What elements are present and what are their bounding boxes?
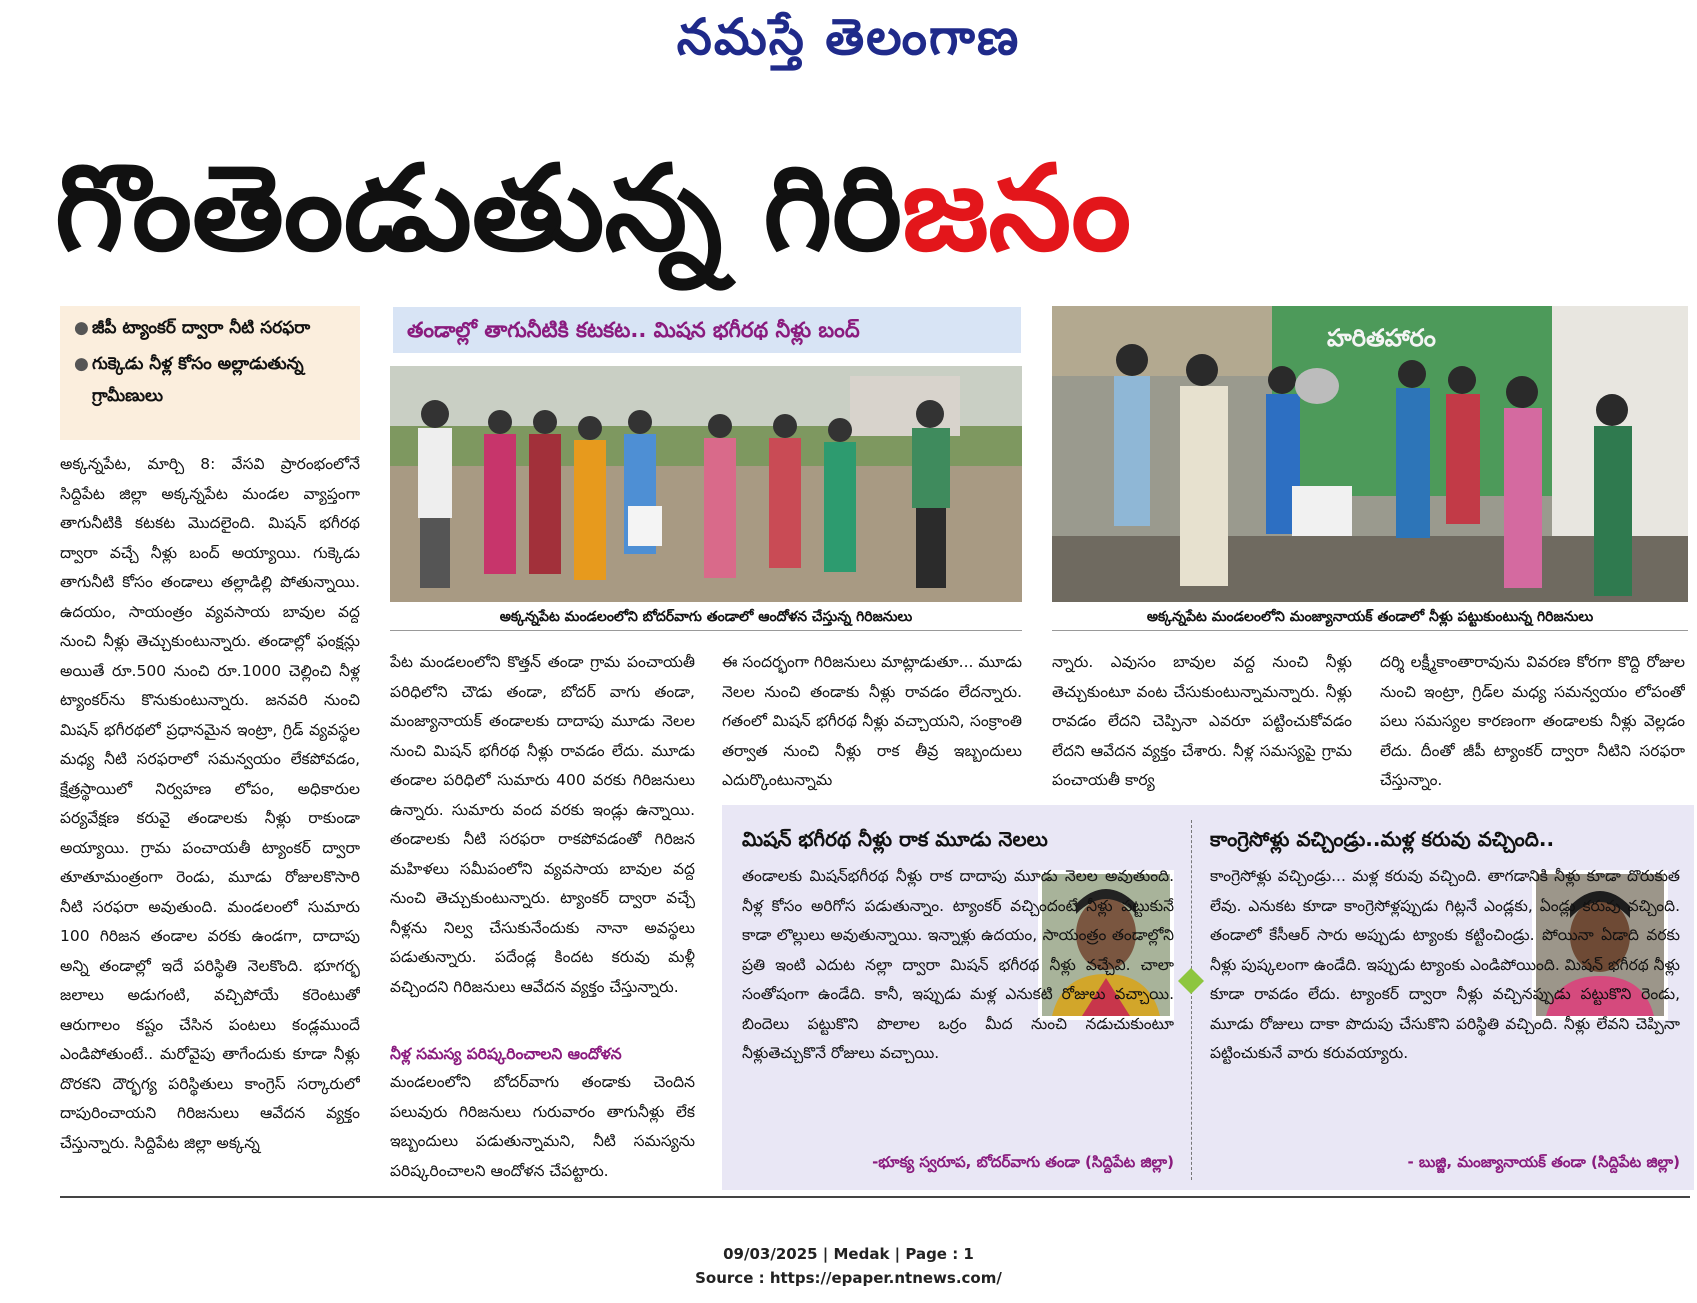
photo-water-collection — [1052, 306, 1688, 602]
quote-title-2: కాంగ్రెసోళ్లు వచ్చిండ్రు..మళ్ల కరువు వచ్చింది.. — [1210, 827, 1555, 851]
quote-text-1: తండాలకు మిషన్‌భగీరథ నీళ్లు రాక దాదాపు మూడు నెలల అవుతుంది. నీళ్ల కోసం అరిగోస పడుతున్నాం. ట్యాంకర్ వచ్చిందంటే నీళ్లు పట్టుకునే కాడా లొల్లులు అవుతున్నాయి. ఇన్నాళ్లు ఉదయం, సాయంత్రం తండాల్లోని ప్రతి ఇంటి ఎదుట నల్లా ద్వారా మిషన్ భగీరథ నీళ్లు వచ్చేవి. చాలా సంతోషంగా ఉండేది. కానీ, ఇప్పుడు మళ్ల ఎనుకటి రోజులు వచ్చాయి. బిందెలు పట్టుకొని పొలాల ఒర్రం మీద నుంచి నడుచుకుంటూ నీళ్లుతెచ్చుకొనే రోజులు వచ్చాయి. — [742, 867, 1174, 1062]
water-photo-illustration — [1052, 306, 1688, 602]
quote-text-2: కాంగ్రెసోళ్లు వచ్చిండ్రు... మళ్ల కరువు వచ్చింది. తాగడానికి నీళ్లు కూడా దొరుకుత లేవు. ఎనుకట కూడా కాంగ్రెసోళ్లప్పుడు గిట్లనే ఎండ్లకు, ఏండ్లు కరువు వచ్చింది. తండాలో కేసీఆర్ సారు అప్పుడు ట్యాంకు కట్టించిండ్రు. పోయినా ఏడాది వరకు నీళ్లు పుష్కలంగా ఉండేది. ఇప్పుడు ట్యాంకు ఎండిపోయింది. మిషన్ భగీరథ నీళ్లు కూడా రావడం లేదు. ట్యాంకర్ ద్వారా నీళ్లు వచ్చినప్పుడు పట్టుకొని రెండు, మూడు రోజులు దాకా పొదుపు చేసుకొని పరిస్థితి వచ్చింది. నీళ్లు లేవని చెప్పినా పట్టించుకునే వారు కరువయ్యారు. — [1210, 867, 1680, 1062]
article-column-2b: మండలంలోని బోదర్‌వాగు తండాకు చెందిన పలువురు గిరిజనులు గురువారం తాగునీళ్లు లేక ఇబ్బందులు పడుతున్నామని, నీటి సమస్యను పరిష్కరించాలని ఆందోళన చేపట్టారు. — [390, 1073, 695, 1180]
article-column-3: ఈ సందర్భంగా గిరిజనులు మాట్లాడుతూ... మూడు నెలల నుంచి తండాకు నీళ్లు రావడం లేదన్నారు. గతంలో మిషన్ భగీరథ నీళ్లు వచ్చాయని, సంక్రాంతి తర్వాత నుంచి నీళ్లు రాక తీవ్ర ఇబ్బందులు ఎదుర్కొంటున్నామ — [722, 653, 1022, 789]
bullet-item: ● గుక్కెడు నీళ్ల కోసం అల్లాడుతున్న గ్రామీణులు — [74, 354, 304, 406]
article-subhead: నీళ్ల సమస్య పరిష్కరించాలని ఆందోళన — [390, 1045, 622, 1063]
article-column-5: దర్శి లక్ష్మీకాంతారావును వివరణ కోరగా కొద్ది రోజుల నుంచి ఇంట్రా, గ్రిడ్‌ల మధ్య సమన్వయం లోపంతో పలు సమస్యల కారణంగా తండాలకు నీళ్లు వెల్లడం లేదు. దీంతో జీపీ ట్యాంకర్ ద్వారా నీటిని సరఫరా చేస్తున్నాం. — [1380, 653, 1685, 789]
footer-source-line: Source : https://epaper.ntnews.com/ — [695, 1269, 1002, 1287]
masthead-logo: నమస్తే తెలంగాణ — [676, 8, 1021, 66]
quote-title-1: మిషన్ భగీరథ నీళ్లు రాక మూడు నెలలు — [742, 827, 1048, 851]
section-banner: తండాల్లో తాగునీటికి కటకట.. మిషన భగీరథ నీళ్లు బంద్ — [393, 307, 1021, 353]
quote-signature-1: -భూక్య స్వరూప, బోదర్‌వాగు తండా (సిద్దిపేట జిల్లా) — [872, 1153, 1174, 1171]
quote-divider — [1191, 820, 1193, 1180]
protest-photo-illustration — [390, 366, 1022, 602]
quote-signature-2: - బుజ్జి, మంజ్యానాయక్ తండా (సిద్దిపేట జిల్లా) — [1407, 1153, 1680, 1171]
bottom-rule — [60, 1196, 1690, 1198]
highlight-box — [60, 306, 360, 440]
article-column-2: పేట మండలంలోని కొత్తన్ తండా గ్రామ పంచాయతీ పరిధిలోని చౌడు తండా, బోదర్ వాగు తండా, మంజ్యానాయక్ తండాలకు దాదాపు మూడు నెలల నుంచి మిషన్ భగీరథ నీళ్లు రావడం లేదు. మూడు తండాల పరిధిలో సుమారు 400 వరకు గిరిజనులు ఉన్నారు. సుమారు వంద వరకు ఇండ్లు ఉన్నాయి. తండాలకు నీటి సరఫరా రాకపోవడంతో గిరిజన మహిళలు సమీపంలోని వ్యవసాయ బావుల వద్ద నుంచి తెచ్చుకుంటున్నారు. ట్యాంకర్ ద్వారా వచ్చే నీళ్లను నిల్వ చేసుకునేందుకు నానా అవస్థలు పడుతున్నారు. పదేండ్ల కిందట కరువు మళ్లీ వచ్చిందని గిరిజనులు ఆవేదన వ్యక్తం చేస్తున్నారు. — [390, 653, 695, 996]
headline-part1: గొంతెండుతున్న గిరి — [55, 139, 903, 277]
diamond-ornament-icon — [1178, 968, 1204, 994]
bullet-item: ● జీపీ ట్యాంకర్ ద్వారా నీటి సరఫరా — [74, 318, 311, 338]
footer-date-line: 09/03/2025 | Medak | Page : 1 — [723, 1245, 974, 1263]
photo-protest — [390, 366, 1022, 602]
headline-part2: జనం — [902, 139, 1132, 277]
photo-caption-1: అక్కన్నపేట మండలంలోని బోదర్‌వాగు తండాలో ఆందోళన చేస్తున్న గిరిజనులు — [390, 604, 1022, 631]
article-column-1: అక్కన్నపేట, మార్చి 8: వేసవి ప్రారంభంలోనే సిద్దిపేట జిల్లా అక్కన్నపేట మండల వ్యాప్తంగా తాగునీటికి కటకట మొదలైంది. మిషన్ భగీరథ ద్వారా వచ్చే నీళ్లు బంద్ అయ్యాయి. గుక్కెడు తాగునీటి కోసం తండాలు తల్లాడిల్లి పోతున్నాయి. ఉదయం, సాయంత్రం వ్యవసాయ బావుల వద్ద నుంచి నీళ్లు తెచ్చుకుంటున్నారు. తండాల్లో ఫంక్షన్లు అయితే రూ.500 నుంచి రూ.1000 చెల్లించి నీళ్ల ట్యాంకర్‌ను కొనుకుంటున్నారు. జనవరి నుంచి మిషన్ భగీరథలో ప్రధానమైన ఇంట్రా, గ్రిడ్ వ్యవస్థల మధ్య నీటి సరఫరాలో సమన్వయం లేకపోవడం, క్షేత్రస్థాయిలో నిర్వహణ లోపం, అధికారుల పర్యవేక్షణ కరువై తండాలకు నీళ్లు రాకుండా అయ్యాయి. గ్రామ పంచాయతీ ట్యాంకర్ ద్వారా తూతూమంత్రంగా రెండు, మూడు రోజులకొసారి నీటి సరఫరా అవుతుంది. మండలంలో సుమారు 100 గిరిజన తండాల వరకు ఉండగా, దాదాపు అన్ని తండాల్లో ఇదే పరిస్థితి నెలకొంది. భూగర్భ జలాలు అడుగంటి, వచ్చిపోయే కరెంటుతో ఆరుగాలం కష్టం చేసిన పంటలు కండ్లముందే ఎండిపోతుంటే.. మరోవైపు తాగేందుకు కూడా నీళ్లు దొరకని దౌర్భగ్య పరిస్థితులు కాంగ్రెస్ సర్కారులో దాపురించాయని గిరిజనులు ఆవేదన వ్యక్తం చేస్తున్నారు. సిద్దిపేట జిల్లా అక్కన్న — [60, 455, 360, 1152]
page-footer — [0, 1242, 1697, 1290]
article-column-4: న్నారు. ఎవుసం బావుల వద్ద నుంచి నీళ్లు తెచ్చుకుంటూ వంట చేసుకుంటున్నామన్నారు. నీళ్లు రావడం లేదని చెప్పినా ఎవరూ పట్టించుకోవడం లేదని ఆవేదన వ్యక్తం చేశారు. నీళ్ల సమస్యపై గ్రామ పంచాయతీ కార్య — [1052, 653, 1352, 789]
photo-caption-2: అక్కన్నపేట మండలంలోని మంజ్యానాయక్ తండాలో నీళ్లు పట్టుకుంటున్న గిరిజనులు — [1052, 604, 1688, 631]
svg-text:హరితహారం: హరితహారం — [1327, 324, 1436, 352]
headline — [55, 118, 1665, 298]
